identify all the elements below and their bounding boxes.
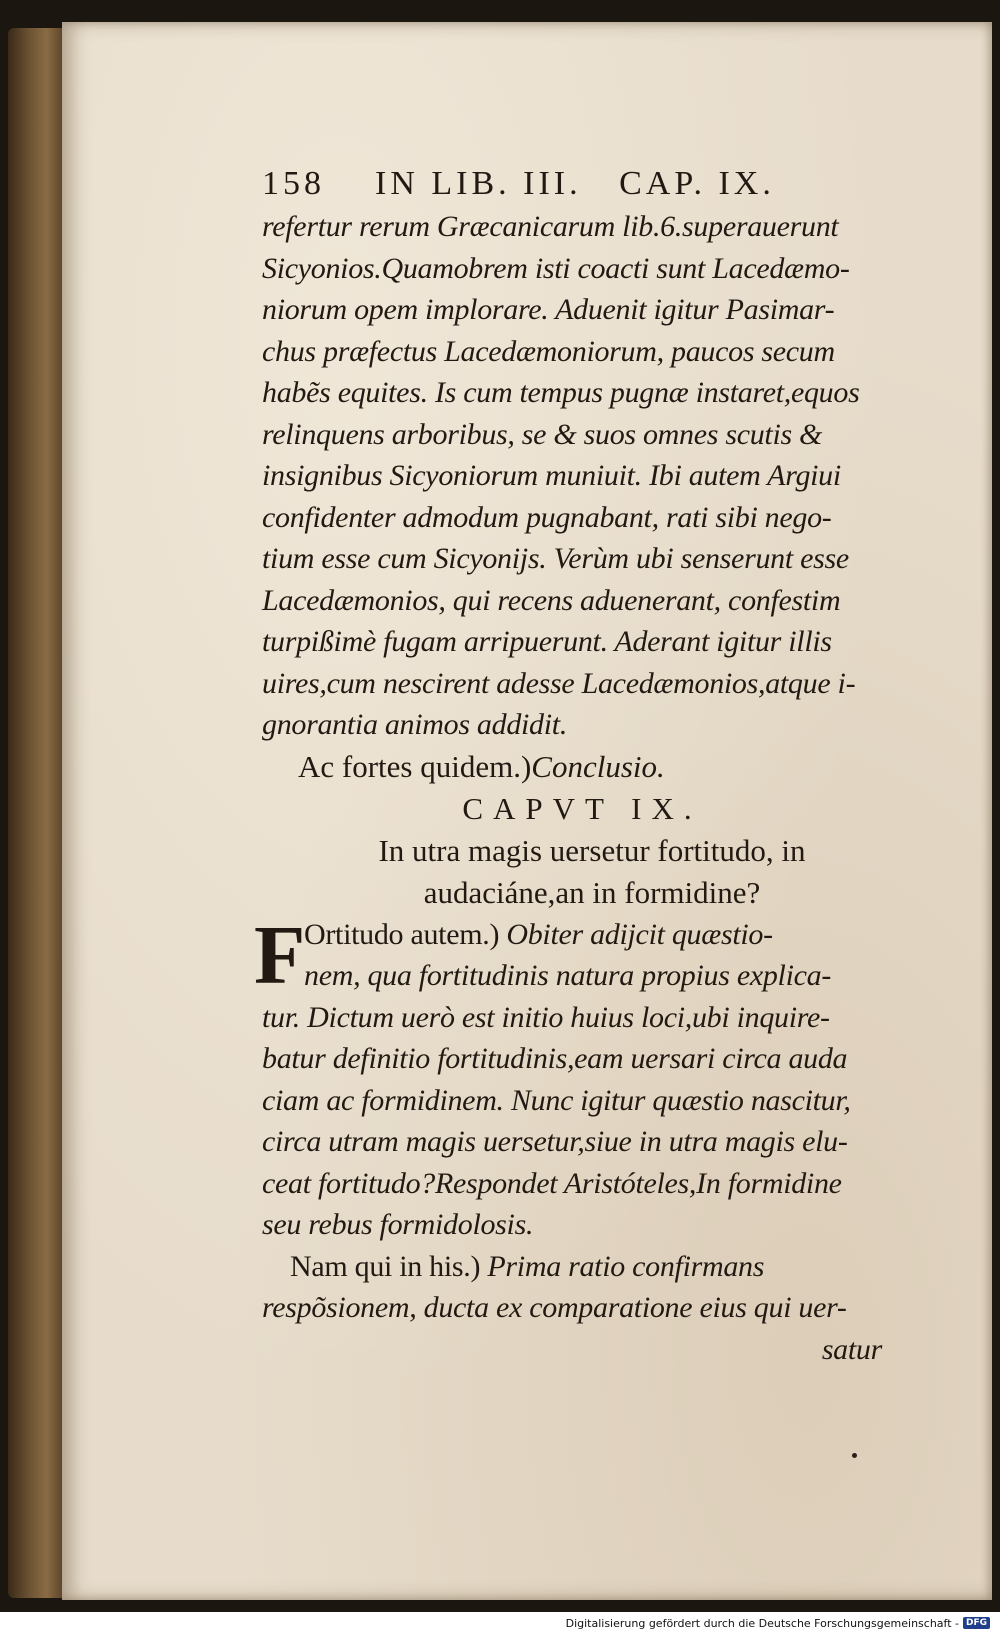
- chapter-heading: audaciáne,an in formidine?: [423, 874, 761, 910]
- text-line: habẽs equites. Is cum tempus pugnæ instaret,equos: [262, 376, 860, 409]
- text-line: Lacedæmonios, qui recens aduenerant, confestim: [262, 583, 841, 617]
- gloss: Obiter adijcit quæstio-: [506, 917, 773, 951]
- gloss: Prima ratio confirmans: [487, 1249, 765, 1283]
- lemma: Ortitudo autem.): [304, 917, 500, 951]
- text-line: gnorantia animos addidit.: [262, 708, 568, 741]
- text-line: niorum opem implorare. Aduenit igitur Pasimar-: [262, 293, 835, 326]
- ink-dot: [852, 1453, 857, 1458]
- text-line: tium esse cum Sicyonijs. Verùm ubi senserunt esse: [262, 542, 849, 575]
- digitization-footer: [566, 1613, 990, 1633]
- text-line: turpißimè fugam arripuerunt. Aderant igitur illis: [262, 625, 832, 658]
- page-text: [254, 162, 922, 1370]
- text-line: nem, qua fortitudinis natura propius explica-: [304, 959, 832, 992]
- text-line: refertur rerum Græcanicarum lib.6.superauerunt: [262, 210, 839, 243]
- chapter-title: CAPVT IX.: [462, 790, 702, 826]
- text-line: [262, 914, 922, 956]
- text-line: seu rebus formidolosis.: [262, 1208, 534, 1241]
- text-line: chus præfectus Lacedæmoniorum, paucos secum: [262, 334, 835, 368]
- text-line: tur. Dictum uerò est initio huius loci,ubi inquire-: [262, 1000, 830, 1034]
- text-line: circa utram magis uersetur,siue in utra magis elu-: [262, 1125, 848, 1158]
- text-line: ciam ac formidinem. Nunc igitur quæstio nascitur,: [262, 1083, 851, 1117]
- lemma: Nam qui in his.): [290, 1249, 481, 1283]
- footer-credit: Digitalisierung gefördert durch die Deutsche Forschungsgemeinschaft -: [565, 1616, 959, 1630]
- paragraph-with-initial: [254, 908, 922, 1246]
- paragraph: [262, 1246, 922, 1371]
- text-line: respõsionem, ducta ex comparatione eius qui uer-: [262, 1291, 847, 1324]
- dfg-logo: DFG: [963, 1617, 990, 1629]
- lemma-line: [262, 746, 922, 788]
- catchword: satur: [821, 1332, 882, 1366]
- chapter-heading: In utra magis uersetur fortitudo, in: [378, 832, 806, 868]
- running-head: 158 IN LIB. III. CAP. IX.: [262, 165, 775, 202]
- text-line: relinquens arboribus, se & suos omnes scutis &: [262, 417, 823, 451]
- gloss: Conclusio.: [531, 748, 665, 784]
- text-line: ceat fortitudo?Respondet Aristóteles,In formidine: [262, 1166, 842, 1200]
- text-line: Sicyonios.Quamobrem isti coacti sunt Lacedæmo-: [262, 251, 850, 285]
- text-line: confidenter admodum pugnabant, rati sibi nego-: [262, 500, 832, 534]
- text-line: uires,cum nescirent adesse Lacedæmonios,atque i-: [262, 666, 856, 700]
- lemma: Ac fortes quidem.): [298, 748, 532, 784]
- text-line: insignibus Sicyoniorum muniuit. Ibi autem Argiui: [262, 459, 841, 492]
- paragraph-continuation: [262, 206, 922, 746]
- drop-initial: F: [254, 908, 306, 1002]
- text-line: batur definitio fortitudinis,eam uersari circa auda: [262, 1042, 848, 1075]
- text-line: [262, 1246, 922, 1288]
